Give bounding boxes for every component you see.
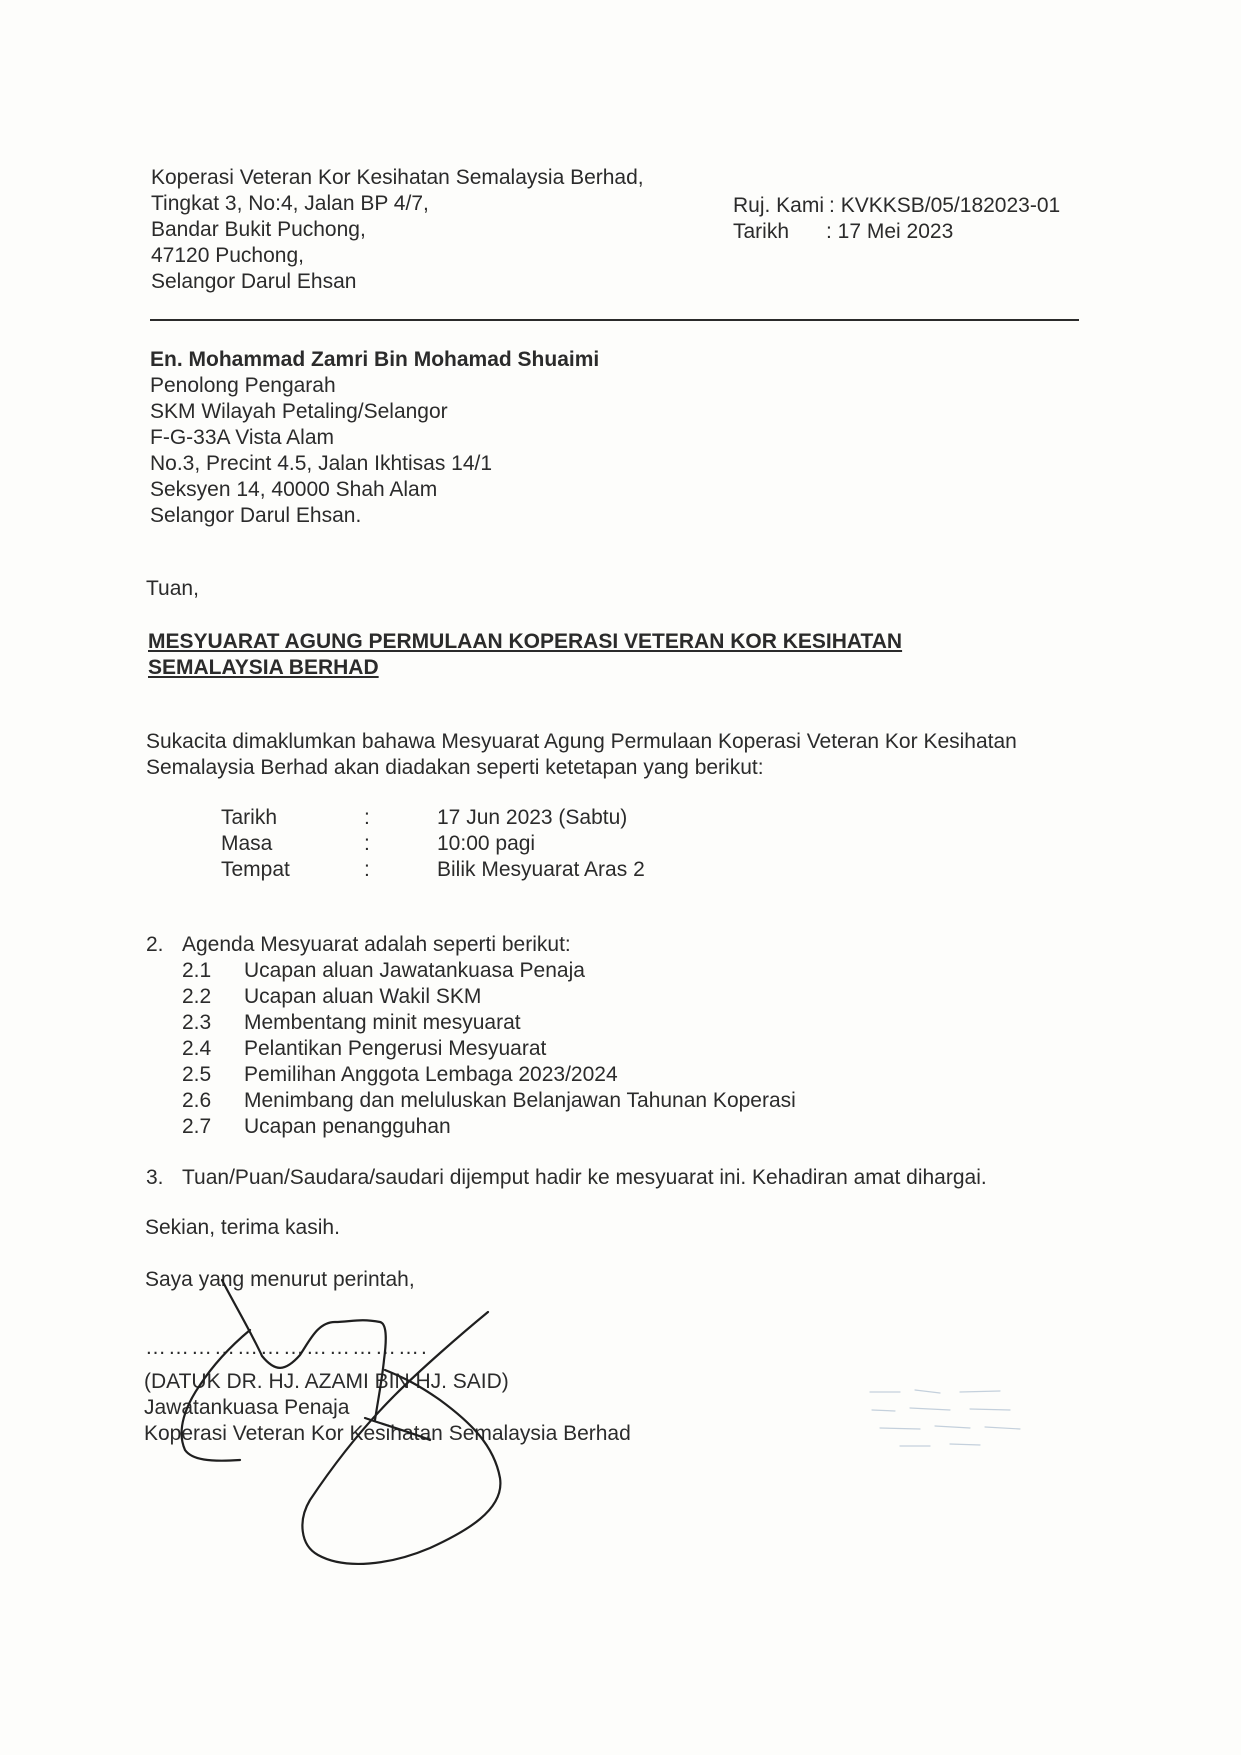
- agenda-item-text: Pemilihan Anggota Lembaga 2023/2024: [244, 1063, 618, 1086]
- salutation: Tuan,: [146, 577, 199, 600]
- agenda-item: [146, 1114, 796, 1140]
- agenda-item-text: Ucapan aluan Wakil SKM: [244, 985, 482, 1008]
- detail-row: [221, 831, 645, 857]
- signatory-block: [144, 1369, 631, 1447]
- reference-block: [733, 193, 1060, 245]
- signatory-organisation: Koperasi Veteran Kor Kesihatan Semalaysia Berhad: [144, 1422, 631, 1445]
- subject-line: SEMALAYSIA BERHAD: [148, 656, 379, 679]
- intro-line: Semalaysia Berhad akan diadakan seperti ketetapan yang berikut:: [146, 756, 764, 779]
- signatory-title: Jawatankuasa Penaja: [144, 1396, 350, 1419]
- obedient-line: Saya yang menurut perintah,: [145, 1268, 415, 1291]
- reference-row: [733, 193, 1060, 219]
- header-divider: [150, 319, 1079, 321]
- paragraph-text: Tuan/Puan/Saudara/saudari dijemput hadir ke mesyuarat ini. Kehadiran amat dihargai.: [182, 1166, 987, 1189]
- agenda-section: [146, 932, 796, 1140]
- recipient-line: F-G-33A Vista Alam: [150, 426, 335, 449]
- sender-line: 47120 Puchong,: [151, 244, 304, 267]
- detail-colon: :: [364, 858, 370, 881]
- detail-row: [221, 805, 645, 831]
- recipient-name: En. Mohammad Zamri Bin Mohamad Shuaimi: [150, 348, 600, 371]
- agenda-item-number: 2.5: [182, 1063, 212, 1086]
- sender-address: [151, 165, 644, 295]
- recipient-address: [150, 347, 599, 529]
- detail-row: [221, 857, 645, 883]
- reference-value: : KVKKSB/05/182023-01: [829, 194, 1061, 217]
- paragraph-number: 3.: [146, 1166, 164, 1189]
- detail-colon: :: [364, 806, 370, 829]
- detail-label: Masa: [221, 832, 273, 855]
- sender-line: Selangor Darul Ehsan: [151, 270, 357, 293]
- signature-dotted-line: ……………………………….: [145, 1336, 429, 1359]
- meeting-details: [221, 805, 645, 883]
- date-label: Tarikh: [733, 220, 790, 243]
- recipient-line: No.3, Precint 4.5, Jalan Ikhtisas 14/1: [150, 452, 493, 475]
- agenda-item-number: 2.6: [182, 1089, 212, 1112]
- agenda-item-text: Membentang minit mesyuarat: [244, 1011, 521, 1034]
- agenda-item-text: Menimbang dan meluluskan Belanjawan Tahunan Koperasi: [244, 1089, 796, 1112]
- agenda-item-number: 2.3: [182, 1011, 212, 1034]
- agenda-item-number: 2.2: [182, 985, 212, 1008]
- agenda-heading: [146, 932, 796, 958]
- intro-line: Sukacita dimaklumkan bahawa Mesyuarat Agung Permulaan Koperasi Veteran Kor Kesihatan: [146, 730, 1017, 753]
- signatory-name: (DATUK DR. HJ. AZAMI BIN HJ. SAID): [144, 1370, 509, 1393]
- reference-label: Ruj. Kami: [733, 194, 825, 217]
- recipient-line: Selangor Darul Ehsan.: [150, 504, 362, 527]
- agenda-item: [146, 1036, 796, 1062]
- sender-line: Tingkat 3, No:4, Jalan BP 4/7,: [151, 192, 429, 215]
- date-value: : 17 Mei 2023: [826, 220, 954, 243]
- agenda-item-text: Pelantikan Pengerusi Mesyuarat: [244, 1037, 547, 1060]
- detail-colon: :: [364, 832, 370, 855]
- detail-label: Tarikh: [221, 806, 278, 829]
- subject-line: MESYUARAT AGUNG PERMULAAN KOPERASI VETERAN KOR KESIHATAN: [148, 630, 903, 653]
- detail-value: Bilik Mesyuarat Aras 2: [437, 858, 645, 881]
- agenda-item-text: Ucapan aluan Jawatankuasa Penaja: [244, 959, 585, 982]
- agenda-item: [146, 984, 796, 1010]
- detail-value: 10:00 pagi: [437, 832, 536, 855]
- agenda-item-text: Ucapan penangguhan: [244, 1115, 451, 1138]
- agenda-item-number: 2.1: [182, 959, 212, 982]
- paragraph-number: 2.: [146, 933, 164, 956]
- faint-stamp: [860, 1380, 1040, 1460]
- agenda-item-number: 2.7: [182, 1115, 212, 1138]
- agenda-item: [146, 1062, 796, 1088]
- detail-label: Tempat: [221, 858, 290, 881]
- detail-value: 17 Jun 2023 (Sabtu): [437, 806, 628, 829]
- agenda-item: [146, 1010, 796, 1036]
- agenda-item: [146, 1088, 796, 1114]
- intro-paragraph: [146, 729, 1106, 781]
- sender-line: Bandar Bukit Puchong,: [151, 218, 366, 241]
- paragraph-3: [146, 1165, 987, 1191]
- date-row: [733, 219, 1060, 245]
- sender-line: Koperasi Veteran Kor Kesihatan Semalaysia Berhad,: [151, 166, 644, 189]
- agenda-item: [146, 958, 796, 984]
- recipient-line: Penolong Pengarah: [150, 374, 336, 397]
- closing-remark: Sekian, terima kasih.: [145, 1216, 340, 1239]
- letter-subject: [148, 629, 1048, 681]
- agenda-item-number: 2.4: [182, 1037, 212, 1060]
- recipient-line: SKM Wilayah Petaling/Selangor: [150, 400, 448, 423]
- agenda-heading-text: Agenda Mesyuarat adalah seperti berikut:: [182, 933, 571, 956]
- recipient-line: Seksyen 14, 40000 Shah Alam: [150, 478, 438, 501]
